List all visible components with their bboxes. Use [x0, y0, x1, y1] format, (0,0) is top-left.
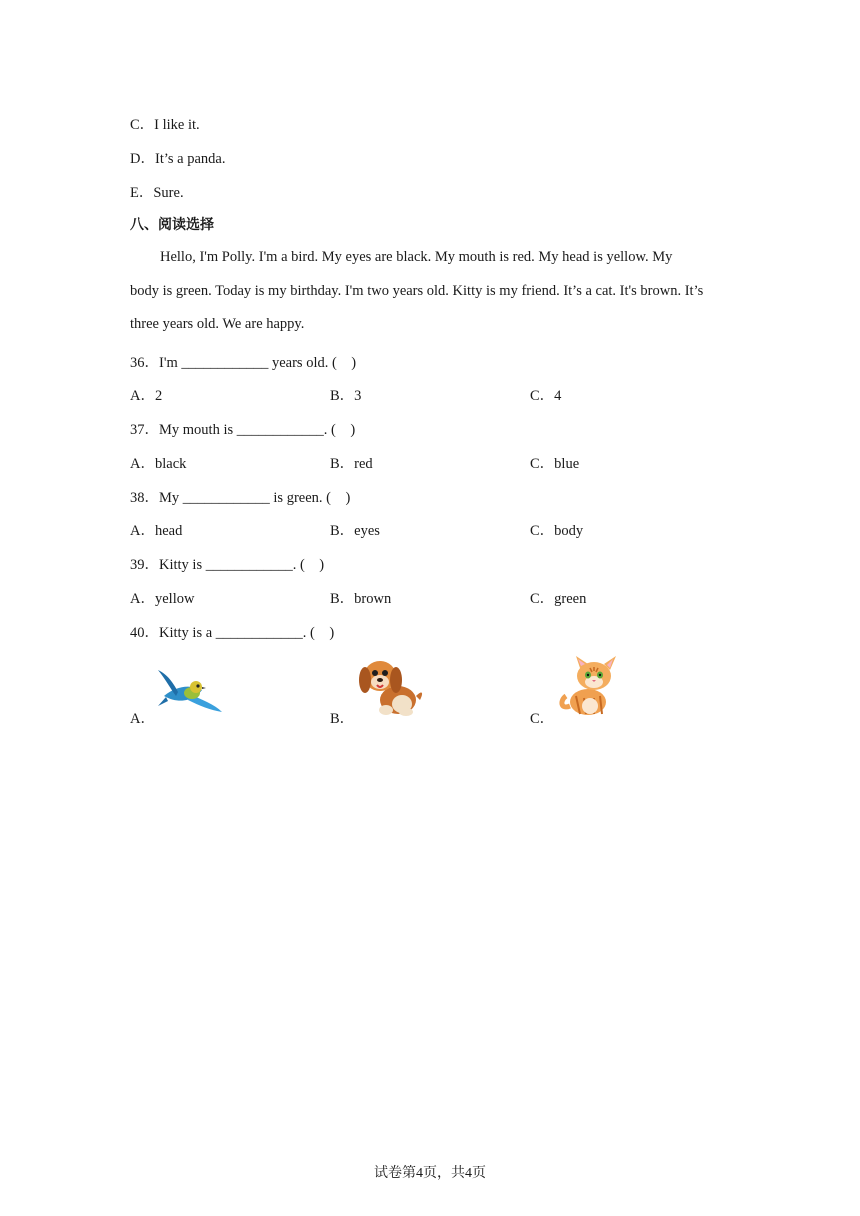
option-d-prev — [130, 147, 225, 168]
option-text: Sure. — [153, 185, 184, 201]
q40-option-c[interactable] — [530, 707, 554, 728]
option-text: body — [554, 523, 584, 539]
dog-icon — [356, 656, 426, 718]
q40-option-a[interactable] — [130, 707, 155, 728]
q38-option-b[interactable] — [330, 519, 380, 540]
option-letter: B． — [330, 711, 355, 727]
option-letter: A． — [130, 388, 155, 404]
passage-line-1: Hello, I'm Polly. I'm a bird. My eyes are black. My mouth is red. My head is yellow. My — [160, 249, 673, 265]
bird-icon — [156, 666, 224, 718]
option-letter: C． — [530, 523, 555, 539]
option-text: blue — [554, 456, 580, 472]
question-36-stem: 36．I'm ____________ years old. ( ) — [130, 355, 357, 371]
option-text: eyes — [354, 523, 380, 539]
option-letter: C． — [530, 591, 555, 607]
option-text: 4 — [554, 388, 562, 404]
q36-option-c[interactable] — [530, 384, 561, 405]
option-letter: C． — [530, 456, 555, 472]
option-letter: A． — [130, 523, 155, 539]
q40-option-b[interactable] — [330, 707, 354, 728]
q38-option-a[interactable] — [130, 519, 182, 540]
option-text: brown — [354, 591, 392, 607]
option-letter: B． — [330, 591, 355, 607]
question-37-stem: 37．My mouth is ____________. ( ) — [130, 422, 356, 438]
q39-option-b[interactable] — [330, 587, 391, 608]
q36-option-b[interactable] — [330, 384, 361, 405]
option-letter: B． — [330, 456, 355, 472]
option-letter: A． — [130, 591, 155, 607]
option-letter: A． — [130, 456, 155, 472]
question-40-stem: 40．Kitty is a ____________. ( ) — [130, 625, 335, 641]
option-text: 3 — [354, 388, 362, 404]
q39-option-c[interactable] — [530, 587, 586, 608]
option-letter: E． — [130, 185, 154, 201]
option-text: red — [354, 456, 373, 472]
option-letter: C． — [130, 117, 155, 133]
question-39-stem: 39．Kitty is ____________. ( ) — [130, 557, 325, 573]
question-38-stem: 38．My ____________ is green. ( ) — [130, 490, 351, 506]
cat-icon — [554, 656, 624, 718]
option-letter: B． — [330, 523, 355, 539]
option-letter: A． — [130, 711, 155, 727]
section-title: 八、阅读选择 — [130, 217, 214, 233]
q38-option-c[interactable] — [530, 519, 583, 540]
option-e-prev — [130, 181, 184, 202]
option-text: I like it. — [154, 117, 200, 133]
option-letter: D． — [130, 151, 155, 167]
passage-line-3: three years old. We are happy. — [130, 316, 305, 332]
option-letter: B． — [330, 388, 355, 404]
option-letter: C． — [530, 388, 555, 404]
q37-option-c[interactable] — [530, 452, 579, 473]
option-c-prev — [130, 113, 200, 134]
option-text: black — [154, 456, 187, 472]
option-text: head — [154, 523, 183, 539]
option-text: yellow — [154, 591, 195, 607]
page-footer: 试卷第4页，共4页 — [374, 1166, 486, 1181]
q36-option-a[interactable] — [130, 384, 162, 405]
option-text: 2 — [154, 388, 163, 404]
q37-option-b[interactable] — [330, 452, 373, 473]
passage-line-2: body is green. Today is my birthday. I'm two years old. Kitty is my friend. It’s a cat. It's brown. It’s — [130, 283, 704, 299]
q37-option-a[interactable] — [130, 452, 186, 473]
option-letter: C． — [530, 711, 555, 727]
option-text: It’s a panda. — [154, 151, 226, 167]
q39-option-a[interactable] — [130, 587, 194, 608]
option-text: green — [554, 591, 587, 607]
